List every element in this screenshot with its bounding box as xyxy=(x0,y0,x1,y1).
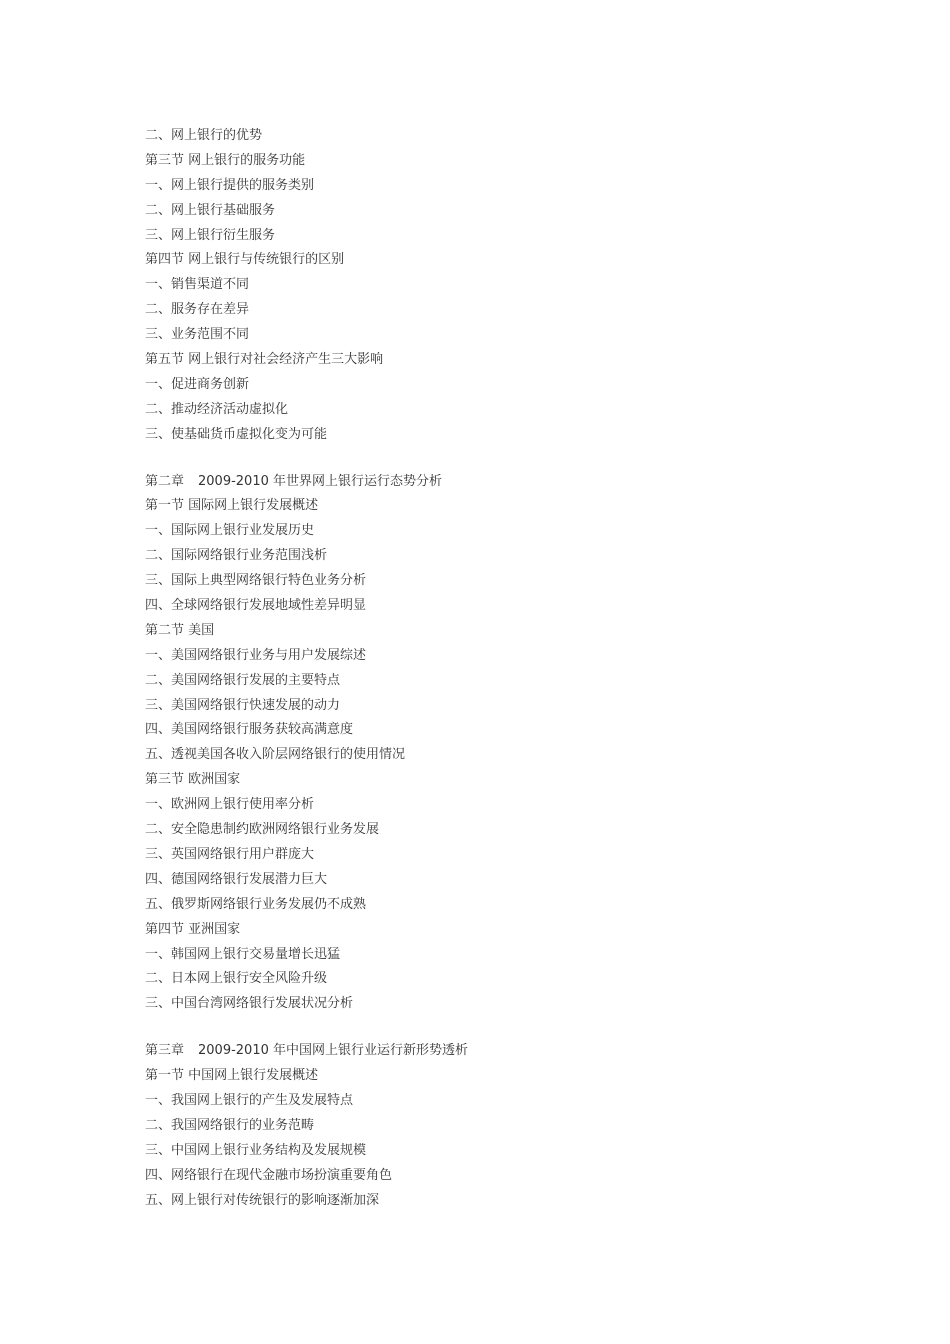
toc-line: 二、日本网上银行安全风险升级 xyxy=(145,971,328,987)
toc-line: 一、国际网上银行业发展历史 xyxy=(145,523,315,539)
toc-line: 二、服务存在差异 xyxy=(145,302,250,318)
toc-section-heading: 第三节 网上银行的服务功能 xyxy=(145,152,306,168)
toc-line: 三、国际上典型网络银行特色业务分析 xyxy=(145,573,367,589)
chapter-2-title: 2009-2010 年世界网上银行运行态势分析 xyxy=(198,473,443,489)
toc-line: 一、网上银行提供的服务类别 xyxy=(145,177,315,193)
toc-line: 五、俄罗斯网络银行业务发展仍不成熟 xyxy=(145,896,367,912)
toc-line: 四、全球网络银行发展地域性差异明显 xyxy=(145,598,367,614)
toc-line: 五、透视美国各收入阶层网络银行的使用情况 xyxy=(145,747,406,763)
document-page xyxy=(145,124,845,1213)
toc-section-heading: 第五节 网上银行对社会经济产生三大影响 xyxy=(145,352,384,368)
toc-line: 二、推动经济活动虚拟化 xyxy=(145,401,289,417)
toc-line: 一、促进商务创新 xyxy=(145,376,250,392)
toc-line: 一、美国网络银行业务与用户发展综述 xyxy=(145,647,367,663)
toc-line: 二、我国网络银行的业务范畴 xyxy=(145,1117,315,1133)
toc-line: 二、网上银行基础服务 xyxy=(145,202,276,218)
toc-line: 三、使基础货币虚拟化变为可能 xyxy=(145,426,328,442)
toc-line: 三、网上银行衍生服务 xyxy=(145,227,276,243)
chapter-3-label: 第三章 xyxy=(145,1043,185,1059)
toc-line: 三、美国网络银行快速发展的动力 xyxy=(145,697,341,713)
section-list-chapter2 xyxy=(145,494,845,1017)
toc-line: 三、中国网上银行业务结构及发展规模 xyxy=(145,1142,367,1158)
chapter-2-label: 第二章 xyxy=(145,473,185,489)
chapter-spacer xyxy=(145,448,845,470)
toc-line: 四、德国网络银行发展潜力巨大 xyxy=(145,871,328,887)
toc-line: 三、英国网络银行用户群庞大 xyxy=(145,846,315,862)
toc-line: 二、国际网络银行业务范围浅析 xyxy=(145,548,328,564)
toc-line: 二、网上银行的优势 xyxy=(145,128,263,143)
toc-line: 二、安全隐患制约欧洲网络银行业务发展 xyxy=(145,822,380,838)
section-list-chapter1 xyxy=(145,124,845,448)
chapter-2-heading xyxy=(145,470,845,495)
chapter-spacer xyxy=(145,1017,845,1039)
toc-section-heading: 第三节 欧洲国家 xyxy=(145,772,241,788)
section-list-chapter3 xyxy=(145,1064,845,1213)
toc-section-heading: 第四节 网上银行与传统银行的区别 xyxy=(145,252,345,268)
toc-line: 一、销售渠道不同 xyxy=(145,277,250,293)
toc-line: 五、网上银行对传统银行的影响逐渐加深 xyxy=(145,1192,380,1208)
toc-line: 一、韩国网上银行交易量增长迅猛 xyxy=(145,946,341,962)
toc-section-heading: 第一节 国际网上银行发展概述 xyxy=(145,498,319,514)
toc-line: 三、业务范围不同 xyxy=(145,327,250,343)
toc-line: 四、网络银行在现代金融市场扮演重要角色 xyxy=(145,1167,393,1183)
chapter-3-heading xyxy=(145,1039,845,1064)
toc-section-heading: 第四节 亚洲国家 xyxy=(145,921,241,937)
toc-line: 三、中国台湾网络银行发展状况分析 xyxy=(145,996,354,1012)
toc-line: 一、欧洲网上银行使用率分析 xyxy=(145,797,315,813)
toc-section-heading: 第二节 美国 xyxy=(145,622,215,638)
toc-section-heading: 第一节 中国网上银行发展概述 xyxy=(145,1068,319,1084)
toc-line: 一、我国网上银行的产生及发展特点 xyxy=(145,1092,354,1108)
toc-line: 四、美国网络银行服务获较高满意度 xyxy=(145,722,354,738)
chapter-3-title: 2009-2010 年中国网上银行业运行新形势透析 xyxy=(198,1043,469,1059)
toc-line: 二、美国网络银行发展的主要特点 xyxy=(145,672,341,688)
